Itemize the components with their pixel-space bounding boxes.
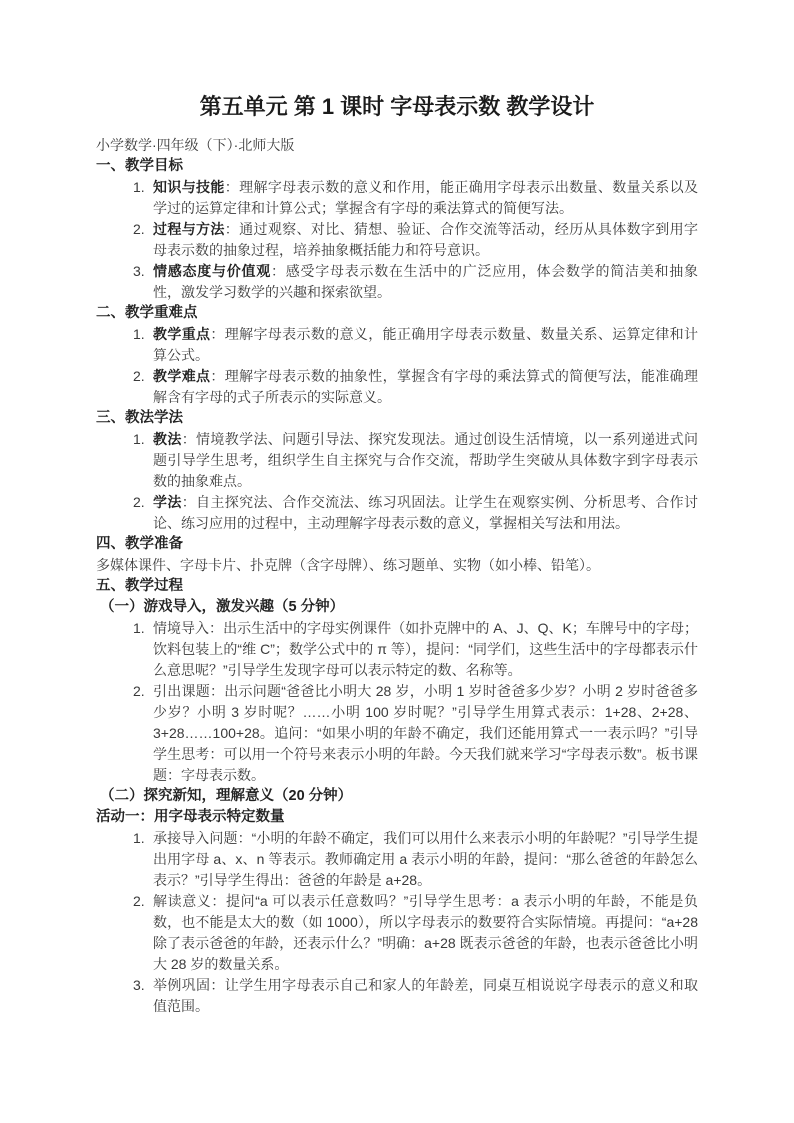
list-item-body: ：通过观察、对比、猜想、验证、合作交流等活动，经历从具体数字到用字母表示数的抽象过程，培养抽象概括能力和符号意识。	[153, 221, 699, 258]
list-item-body: ：感受字母表示数在生活中的广泛应用，体会数学的简洁美和抽象性，激发学习数学的兴趣和探索欲望。	[153, 263, 698, 300]
list-item-lead: 知识与技能	[153, 179, 225, 195]
list-number: 1.	[133, 620, 145, 636]
list-item-body: 举例巩固：让学生用字母表示自己和家人的年龄差，同桌互相说说字母表示的意义和取值范围。	[153, 977, 698, 1014]
list-item-body: 情境导入：出示生活中的字母实例课件（如扑克牌中的 A、J、Q、K；车牌号中的字母；饮料包装上的“维 C”；数学公式中的 π 等），提问：“同学们，这些生活中的字母都表示什么意思呢？”引导学生发现字母可以表示特定的数、名称等。	[153, 620, 698, 678]
list-item-body: ：自主探究法、合作交流法、练习巩固法。让学生在观察实例、分析思考、合作讨论、练习应用的过程中，主动理解字母表示数的意义，掌握相关写法和用法。	[153, 494, 698, 531]
list-number: 2.	[133, 683, 145, 699]
list-number: 1.	[133, 431, 145, 447]
list-item-body: ：理解字母表示数的意义，能正确用字母表示数量、数量关系、运算定律和计算公式。	[153, 326, 698, 363]
list-number: 3.	[133, 263, 145, 279]
list-item-lead: 教学难点	[153, 368, 211, 384]
list-item-lead: 过程与方法	[153, 221, 225, 237]
section-heading-methods: 三、教法学法	[96, 410, 183, 426]
list-number: 2.	[133, 368, 145, 384]
list-number: 2.	[133, 221, 145, 237]
list-item-lead: 教学重点	[153, 326, 211, 342]
list-number: 2.	[133, 893, 145, 909]
preparation-text: 多媒体课件、字母卡片、扑克牌（含字母牌）、练习题单、实物（如小棒、铅笔）。	[96, 557, 600, 573]
list-item-body: 解读意义：提问“a 可以表示任意数吗？”引导学生思考：a 表示小明的年龄，不能是负数，也不能是太大的数（如 1000），所以字母表示的数要符合实际情境。再提问：“a+28 除了表示爸爸的年龄，还表示什么？”明确：a+28 既表示爸爸的年龄，也表示爸爸比小明大 28 岁的数量关系。	[153, 893, 698, 972]
document-subtitle: 小学数学·四年级（下）·北师大版	[96, 137, 295, 153]
list-item-body: 引出课题：出示问题“爸爸比小明大 28 岁，小明 1 岁时爸爸多少岁？小明 2 岁时爸爸多少岁？小明 3 岁时呢？……小明 100 岁时呢？”引导学生用算式表示：1+28、2+28、3+28……100+28。追问：“如果小明的年龄不确定，我们还能用算式一一表示吗？”引导学生思考：可以用一个符号来表示小明的年龄。今天我们就来学习“字母表示数”。板书课题：字母表示数。	[153, 683, 698, 783]
list-item-body: 承接导入问题：“小明的年龄不确定，我们可以用什么来表示小明的年龄呢？”引导学生提出用字母 a、x、n 等表示。教师确定用 a 表示小明的年龄，提问：“那么爸爸的年龄怎么表示？”引导学生得出：爸爸的年龄是 a+28。	[153, 830, 698, 888]
list-item	[96, 261, 698, 303]
list-item	[96, 429, 698, 492]
section-heading-process: 五、教学过程	[96, 578, 183, 594]
list-number: 1.	[133, 179, 145, 195]
list-item	[96, 891, 698, 975]
list-item	[96, 681, 698, 786]
page-title: 第五单元 第 1 课时 字母表示数 教学设计	[199, 94, 595, 119]
list-item-lead: 情感态度与价值观	[153, 263, 271, 279]
list-item	[96, 366, 698, 408]
list-item	[96, 492, 698, 534]
list-item-lead: 教法	[153, 431, 182, 447]
list-item	[96, 828, 698, 891]
list-item-body: ：理解字母表示数的意义和作用，能正确用字母表示出数量、数量关系以及学过的运算定律和计算公式；掌握含有字母的乘法算式的简便写法。	[153, 179, 699, 216]
list-item	[96, 975, 698, 1017]
list-number: 2.	[133, 494, 145, 510]
list-item	[96, 618, 698, 681]
list-item	[96, 219, 698, 261]
activity-heading: 活动一：用字母表示特定数量	[96, 809, 285, 825]
section-heading-objectives: 一、教学目标	[96, 158, 183, 174]
section-heading-preparation: 四、教学准备	[96, 536, 183, 552]
list-item-body: ：理解字母表示数的抽象性，掌握含有字母的乘法算式的简便写法，能准确理解含有字母的式子所表示的实际意义。	[153, 368, 698, 405]
subsection-heading-intro-game: （一）游戏导入，激发兴趣（5 分钟）	[100, 599, 345, 615]
list-item	[96, 177, 698, 219]
list-item-lead: 学法	[153, 494, 182, 510]
list-number: 1.	[133, 830, 145, 846]
list-item	[96, 324, 698, 366]
list-item-body: ：情境教学法、问题引导法、探究发现法。通过创设生活情境，以一系列递进式问题引导学生思考，组织学生自主探究与合作交流，帮助学生突破从具体数字到字母表示数的抽象难点。	[153, 431, 698, 489]
list-number: 1.	[133, 326, 145, 342]
section-heading-key-points: 二、教学重难点	[96, 305, 198, 321]
subsection-heading-explore: （二）探究新知，理解意义（20 分钟）	[100, 788, 353, 804]
list-number: 3.	[133, 977, 145, 993]
